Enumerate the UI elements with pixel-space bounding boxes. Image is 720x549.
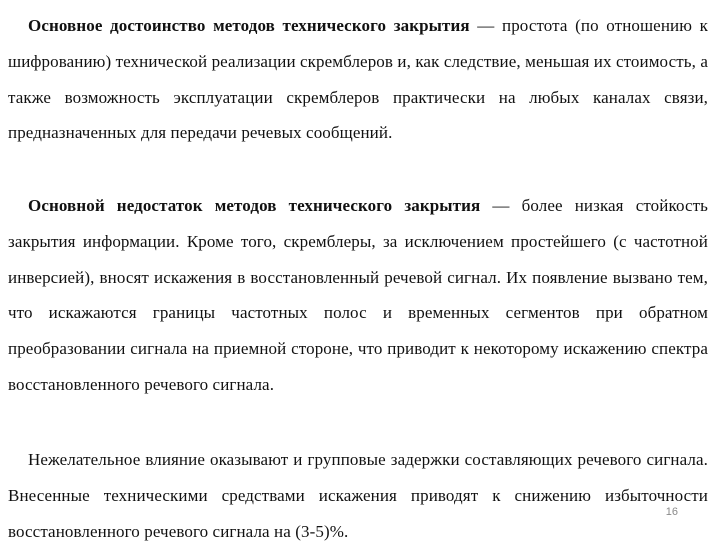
paragraph-group-delay: [8, 442, 708, 549]
group-delay-body-text: Нежелательное влияние оказывают и групповые задержки составляющих речевого сигнала. Внесенные техническими средствами искажения приводят к снижению избыточности восстановленного речевого сигнала на (3-5)%.: [8, 450, 708, 541]
disadvantage-lead-term: Основной недостаток методов технического закрытия: [28, 196, 481, 215]
paragraph-advantage: [8, 8, 708, 151]
paragraph-disadvantage: [8, 188, 708, 403]
page-number: 16: [665, 506, 678, 518]
disadvantage-body-text: — более низкая стойкость закрытия информации. Кроме того, скремблеры, за исключением простейшего (с частотной инверсией), вносят искажения в восстановленный речевой сигнал. Их появление вызвано тем, что искажаются границы частотных полос и временных сегментов при обратном преобразовании сигнала на приемной стороне, что приводит к некоторому искажению спектра восстановленного речевого сигнала.: [8, 196, 708, 394]
advantage-lead-term: Основное достоинство методов технического закрытия: [28, 16, 470, 35]
advantage-body-text: — простота (по отношению к шифрованию) технической реализации скремблеров и, как следствие, меньшая их стоимость, а также возможность эксплуатации скремблеров практически на любых каналах связи, предназначенных для передачи речевых сообщений.: [8, 16, 708, 143]
